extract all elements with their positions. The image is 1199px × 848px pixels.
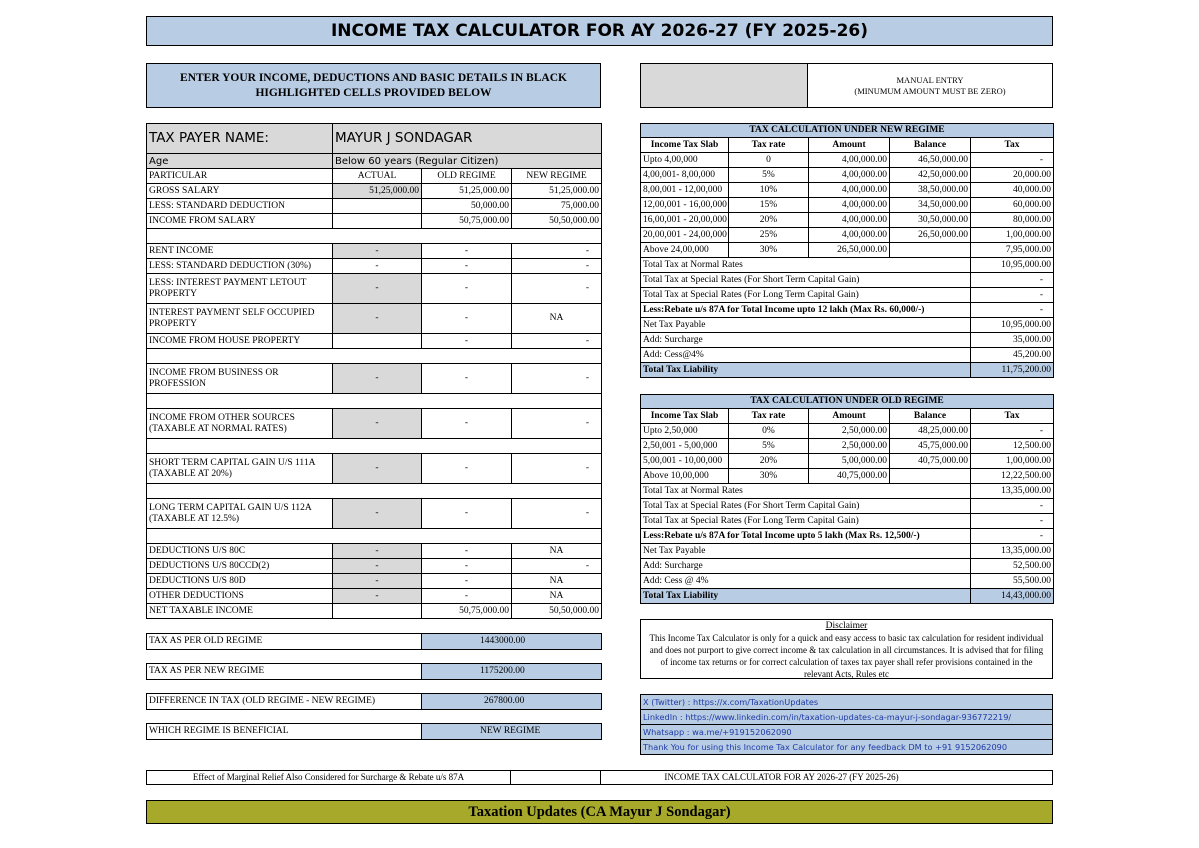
cell: NA [512,544,602,559]
footer-title-text: INCOME TAX CALCULATOR FOR AY 2026-27 (FY 2025-26) [664,772,899,782]
cell: - [422,259,512,274]
linkedin-link[interactable]: LinkedIn : https://www.linkedin.com/in/taxation-updates-ca-mayur-j-sondagar-936772219/ [641,710,1053,725]
row-label-line: LESS: INTEREST PAYMENT LETOUT [149,277,307,288]
total-value: - [971,303,1054,318]
tax-header: Tax [971,409,1054,424]
total-value: 35,000.00 [971,333,1054,348]
manual-entry-note [807,63,1053,108]
row-label-line: INCOME FROM BUSINESS OR [149,367,279,378]
spacer-row [147,484,602,499]
int-self-input[interactable]: - [333,304,422,334]
cell: - [512,409,602,439]
row-label: INCOME FROM SALARY [147,214,333,229]
rate-header: Tax rate [729,138,809,153]
other-deductions-input[interactable]: - [333,589,422,604]
total-value: - [971,288,1054,303]
rate-header: Tax rate [729,409,809,424]
gross-salary-input[interactable]: 51,25,000.00 [333,184,422,199]
summary-label: TAX AS PER OLD REGIME [147,634,422,650]
cell: - [422,544,512,559]
spacer-row [147,650,602,664]
cell: - [422,334,512,349]
marginal-relief-note: Effect of Marginal Relief Also Considered for Surcharge & Rebate u/s 87A [146,770,511,785]
amount-cell: 4,00,000.00 [809,198,890,213]
total-label: Less:Rebate u/s 87A for Total Income upto 12 lakh (Max Rs. 60,000/-) [641,303,971,318]
total-label: Add: Cess @ 4% [641,574,971,589]
cell: - [422,409,512,439]
slab-cell: Above 10,00,000 [641,469,729,484]
manual-entry-line2: (MINUMUM AMOUNT MUST BE ZERO) [854,85,1006,96]
rent-input[interactable]: - [333,244,422,259]
tax-new-regime-value: 1175200.00 [422,664,602,680]
tax-cell: 7,95,000.00 [971,243,1054,258]
disclaimer-box [640,619,1053,679]
slab-header: Income Tax Slab [641,138,729,153]
spacer-row [147,680,602,694]
total-label: Total Tax at Special Rates (For Long Term Capital Gain) [641,514,971,529]
spacer-row [147,439,602,454]
header-actual: ACTUAL [333,169,422,184]
cell: - [422,244,512,259]
slab-cell: 5,00,001 - 10,00,000 [641,454,729,469]
total-value: 55,500.00 [971,574,1054,589]
manual-entry-swatch [640,63,808,108]
amount-cell: 40,75,000.00 [809,469,890,484]
rate-cell: 10% [729,183,809,198]
total-label: Add: Cess@4% [641,348,971,363]
net-income-old: 50,75,000.00 [422,604,512,619]
cell: - [512,364,602,394]
summary-label: DIFFERENCE IN TAX (OLD REGIME - NEW REGIME) [147,694,422,710]
cell: - [422,304,512,334]
amount-cell: 4,00,000.00 [809,168,890,183]
disclaimer-heading: Disclaimer [825,621,868,631]
age-select[interactable]: Below 60 years (Regular Citizen) [333,154,602,169]
whatsapp-link[interactable]: Whatsapp : wa.me/+919152062090 [641,725,1053,740]
total-liability-value: 14,43,000.00 [971,589,1054,604]
cell: - [333,259,422,274]
amount-cell: 2,50,000.00 [809,439,890,454]
rate-cell: 30% [729,469,809,484]
row-label: OTHER DEDUCTIONS [147,589,333,604]
row-label: LESS: STANDARD DEDUCTION [147,199,333,214]
tax-cell: 1,00,000.00 [971,228,1054,243]
row-label: LESS: STANDARD DEDUCTION (30%) [147,259,333,274]
row-label: NET TAXABLE INCOME [147,604,333,619]
row-label-line: LONG TERM CAPITAL GAIN U/S 112A [149,502,312,513]
total-liability-label: Total Tax Liability [641,363,971,378]
manual-entry-line1: MANUAL ENTRY [896,74,964,85]
balance-cell [890,469,971,484]
d80d-input[interactable]: - [333,574,422,589]
spacer-row [147,710,602,724]
total-value: 45,200.00 [971,348,1054,363]
balance-cell: 38,50,000.00 [890,183,971,198]
rate-cell: 30% [729,243,809,258]
net-income-new: 50,50,000.00 [512,604,602,619]
cell: NA [512,589,602,604]
row-label-line: SHORT TERM CAPITAL GAIN U/S 111A [149,457,316,468]
rate-cell: 0% [729,424,809,439]
amount-cell: 26,50,000.00 [809,243,890,258]
gross-salary-old: 51,25,000.00 [422,184,512,199]
std-ded-new: 75,000.00 [512,199,602,214]
row-label: RENT INCOME [147,244,333,259]
footer-divider [600,771,601,785]
new-regime-title: TAX CALCULATION UNDER NEW REGIME [641,124,1054,138]
spacer-row [147,529,602,544]
taxpayer-label: TAX PAYER NAME: [147,124,333,154]
row-label: DEDUCTIONS U/S 80CCD(2) [147,559,333,574]
ltcg-input[interactable]: - [333,499,422,529]
rate-cell: 5% [729,439,809,454]
row-label [147,274,333,304]
spacer-row [147,394,602,409]
cell: - [422,499,512,529]
social-links [640,694,1053,755]
slab-cell: 2,50,001 - 5,00,000 [641,439,729,454]
amount-cell: 4,00,000.00 [809,183,890,198]
cell: - [422,559,512,574]
slab-header: Income Tax Slab [641,409,729,424]
rate-cell: 5% [729,168,809,183]
amount-cell: 2,50,000.00 [809,424,890,439]
row-label-line: INCOME FROM OTHER SOURCES [149,412,295,423]
total-label: Net Tax Payable [641,318,971,333]
total-label: Total Tax at Special Rates (For Long Term Capital Gain) [641,288,971,303]
std-ded-old: 50,000.00 [422,199,512,214]
row-label: DEDUCTIONS U/S 80D [147,574,333,589]
cell: NA [512,574,602,589]
amount-cell: 4,00,000.00 [809,213,890,228]
cell: - [422,589,512,604]
old-regime-title: TAX CALCULATION UNDER OLD REGIME [641,395,1054,409]
cell: - [422,364,512,394]
total-liability-label: Total Tax Liability [641,589,971,604]
age-label: Age [147,154,333,169]
slab-cell: 16,00,001 - 20,00,000 [641,213,729,228]
cell: - [422,274,512,304]
other-sources-input[interactable]: - [333,409,422,439]
cell: - [422,574,512,589]
summary-label: WHICH REGIME IS BENEFICIAL [147,724,422,740]
tax-cell: 12,500.00 [971,439,1054,454]
total-label: Less:Rebate u/s 87A for Total Income upto 5 lakh (Max Rs. 12,500/-) [641,529,971,544]
balance-cell: 45,75,000.00 [890,439,971,454]
total-value: 10,95,000.00 [971,258,1054,273]
amount-cell: 4,00,000.00 [809,153,890,168]
tax-cell: 1,00,000.00 [971,454,1054,469]
total-value: 10,95,000.00 [971,318,1054,333]
balance-cell: 46,50,000.00 [890,153,971,168]
footer-calculator-title [511,770,1053,785]
row-label: DEDUCTIONS U/S 80C [147,544,333,559]
slab-cell: 4,00,001- 8,00,000 [641,168,729,183]
total-label: Add: Surcharge [641,333,971,348]
spacer-row [147,229,602,244]
row-label [147,454,333,484]
cell: - [422,454,512,484]
thank-you-note: Thank You for using this Income Tax Calculator for any feedback DM to +91 9152062090 [641,740,1053,755]
tax-header: Tax [971,138,1054,153]
row-label-line: PROPERTY [149,318,197,329]
total-label: Total Tax at Special Rates (For Short Term Capital Gain) [641,499,971,514]
header-old-regime: OLD REGIME [422,169,512,184]
header-particular: PARTICULAR [147,169,333,184]
old-regime-table [640,394,1054,604]
d80c-input[interactable]: - [333,544,422,559]
total-value: - [971,514,1054,529]
inc-salary-new: 50,50,000.00 [512,214,602,229]
balance-cell: 40,75,000.00 [890,454,971,469]
total-label: Total Tax at Normal Rates [641,258,971,273]
twitter-link[interactable]: X (Twitter) : https://x.com/TaxationUpdates [641,695,1053,710]
total-value: - [971,273,1054,288]
amount-header: Amount [809,138,890,153]
row-label-line: PROPERTY [149,288,197,299]
cell [333,604,422,619]
disclaimer-text: This Income Tax Calculator is only for a quick and easy access to basic tax calculation for resident individual and does not purport to give correct income & tax calculation in all circumstances. It is advised that for filing of income tax returns or for correct calculation of taxes tax payer shall refer provisions contained in the relevant Acts, Rules etc [649,633,1044,679]
row-label [147,409,333,439]
rate-cell: 15% [729,198,809,213]
instructions: ENTER YOUR INCOME, DEDUCTIONS AND BASIC DETAILS IN BLACK HIGHLIGHTED CELLS PROVIDED BELOW [146,63,601,108]
tax-cell: 40,000.00 [971,183,1054,198]
cell: - [512,334,602,349]
cell: - [512,244,602,259]
row-label-line: (TAXABLE AT 20%) [149,468,232,479]
balance-cell: 34,50,000.00 [890,198,971,213]
rate-cell: 20% [729,454,809,469]
amount-header: Amount [809,409,890,424]
cell: - [512,454,602,484]
row-label: INCOME FROM HOUSE PROPERTY [147,334,333,349]
slab-cell: Upto 4,00,000 [641,153,729,168]
spacer-row [147,619,602,634]
tax-cell: 20,000.00 [971,168,1054,183]
summary-label: TAX AS PER NEW REGIME [147,664,422,680]
rate-cell: 20% [729,213,809,228]
balance-header: Balance [890,409,971,424]
taxpayer-name-input[interactable]: MAYUR J SONDAGAR [333,124,602,154]
balance-header: Balance [890,138,971,153]
d80ccd-input[interactable]: - [333,559,422,574]
total-value: 13,35,000.00 [971,484,1054,499]
new-regime-table [640,123,1054,378]
int-letout-input[interactable]: - [333,274,422,304]
tax-cell: - [971,424,1054,439]
tax-cell: - [971,153,1054,168]
stcg-input[interactable]: - [333,454,422,484]
inc-salary-old: 50,75,000.00 [422,214,512,229]
cell [333,334,422,349]
row-label [147,364,333,394]
slab-cell: Above 24,00,000 [641,243,729,258]
slab-cell: 8,00,001 - 12,00,000 [641,183,729,198]
tax-cell: 60,000.00 [971,198,1054,213]
cell: NA [512,304,602,334]
balance-cell: 30,50,000.00 [890,213,971,228]
gross-salary-new: 51,25,000.00 [512,184,602,199]
taxation-updates-banner: Taxation Updates (CA Mayur J Sondagar) [146,800,1053,824]
balance-cell [890,243,971,258]
tax-difference-value: 267800.00 [422,694,602,710]
header-new-regime: NEW REGIME [512,169,602,184]
total-value: 52,500.00 [971,559,1054,574]
row-label-line: (TAXABLE AT 12.5%) [149,513,240,524]
amount-cell: 5,00,000.00 [809,454,890,469]
row-label [147,304,333,334]
balance-cell: 26,50,000.00 [890,228,971,243]
balance-cell: 48,25,000.00 [890,424,971,439]
rate-cell: 25% [729,228,809,243]
spacer-row [147,349,602,364]
business-input[interactable]: - [333,364,422,394]
row-label [147,499,333,529]
row-label: GROSS SALARY [147,184,333,199]
income-input-table [146,123,602,740]
cell: - [512,499,602,529]
total-value: 13,35,000.00 [971,544,1054,559]
slab-cell: Upto 2,50,000 [641,424,729,439]
balance-cell: 42,50,000.00 [890,168,971,183]
row-label-line: PROFESSION [149,378,207,389]
total-label: Total Tax at Normal Rates [641,484,971,499]
cell [333,199,422,214]
rate-cell: 0 [729,153,809,168]
total-liability-value: 11,75,200.00 [971,363,1054,378]
total-value: - [971,529,1054,544]
total-label: Total Tax at Special Rates (For Short Term Capital Gain) [641,273,971,288]
total-label: Net Tax Payable [641,544,971,559]
total-label: Add: Surcharge [641,559,971,574]
slab-cell: 20,00,001 - 24,00,000 [641,228,729,243]
cell: - [512,274,602,304]
tax-cell: 12,22,500.00 [971,469,1054,484]
page-title: INCOME TAX CALCULATOR FOR AY 2026-27 (FY 2025-26) [146,16,1053,46]
total-value: - [971,499,1054,514]
cell: - [512,559,602,574]
amount-cell: 4,00,000.00 [809,228,890,243]
beneficial-regime-value: NEW REGIME [422,724,602,740]
tax-cell: 80,000.00 [971,213,1054,228]
slab-cell: 12,00,001 - 16,00,000 [641,198,729,213]
row-label-line: INTEREST PAYMENT SELF OCCUPIED [149,307,315,318]
cell: - [512,259,602,274]
cell [333,214,422,229]
row-label-line: (TAXABLE AT NORMAL RATES) [149,423,287,434]
tax-old-regime-value: 1443000.00 [422,634,602,650]
